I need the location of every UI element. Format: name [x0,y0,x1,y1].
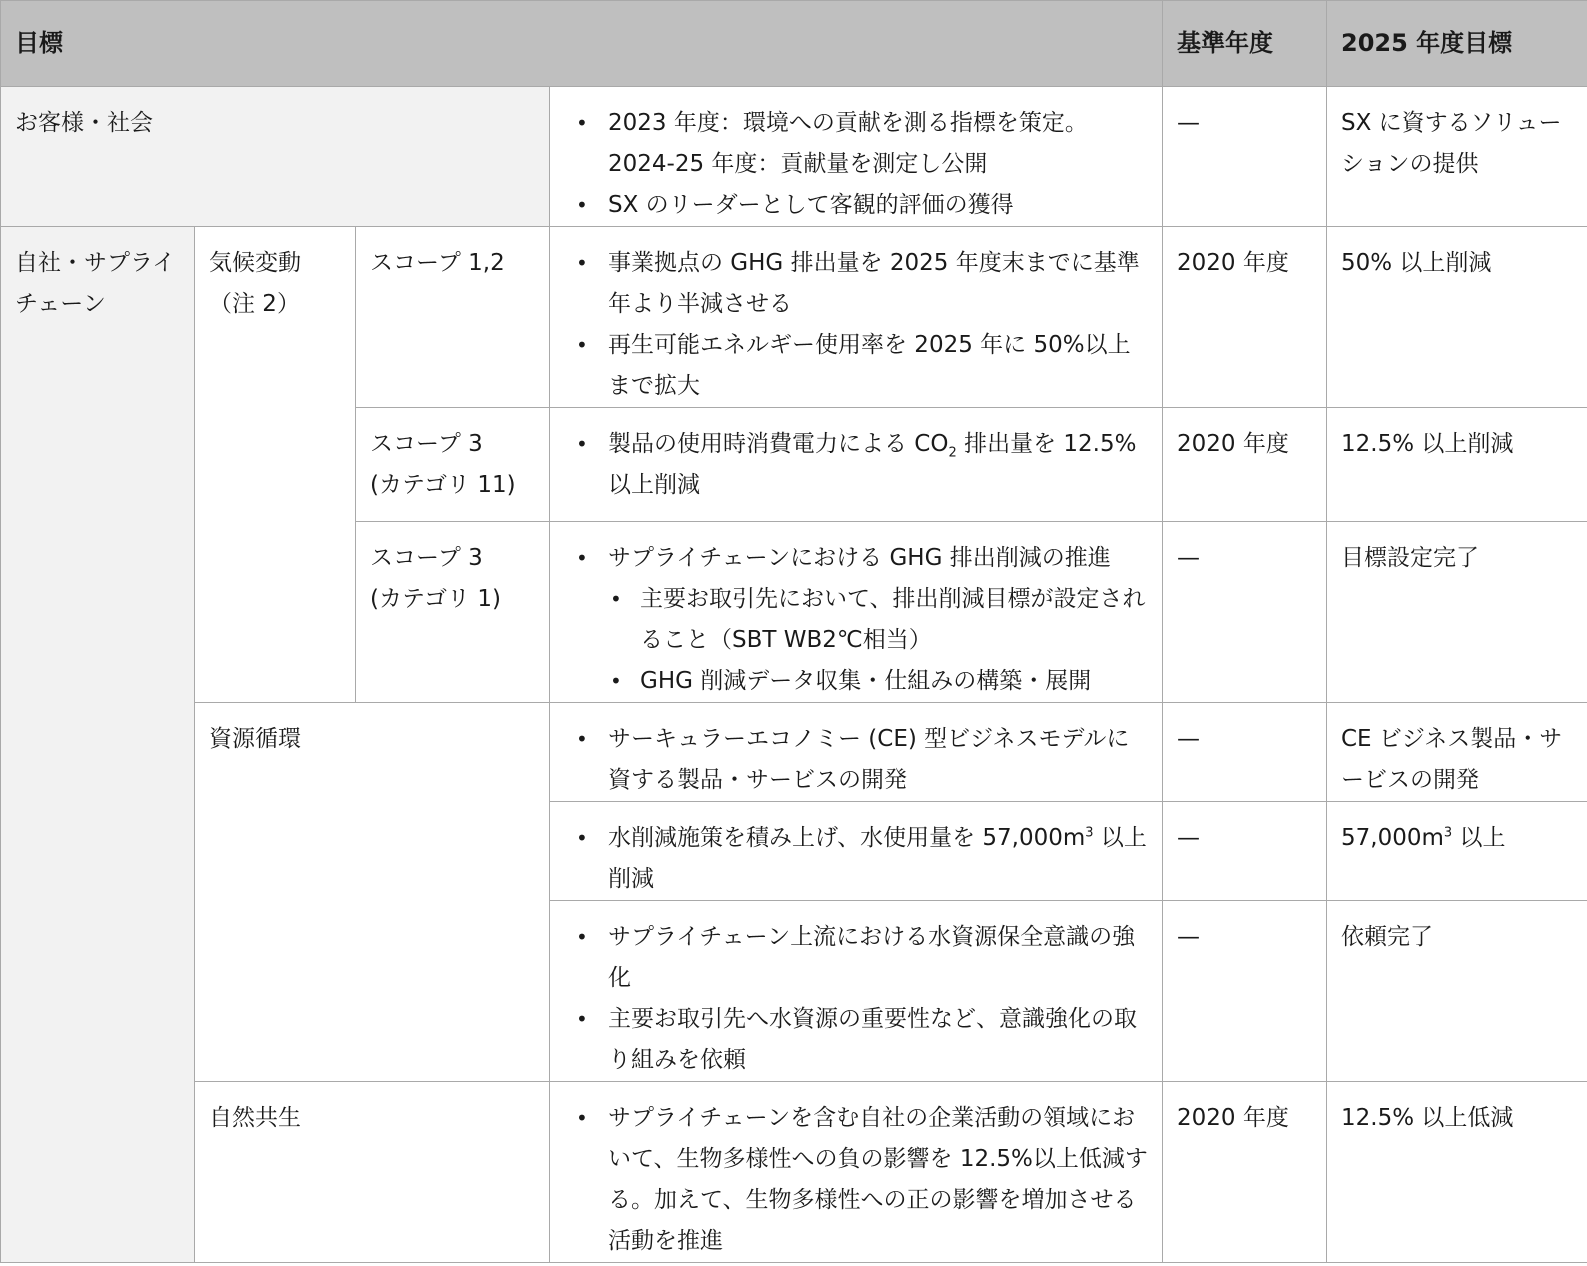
scope12-goals [550,227,1163,408]
upstream-goals [550,901,1163,1082]
scope3-1-goals [550,522,1163,703]
nature-label: 自然共生 [195,1082,550,1263]
list-item: • 主要お取引先において、排出削減目標が設定されること（SBT WB2℃相当） [640,579,1152,661]
table-row [1,1082,1587,1263]
list-item [608,818,1152,900]
upstream-base: — [1163,901,1327,1082]
list-item [608,424,1152,506]
nature-target: 12.5% 以上低減 [1327,1082,1587,1263]
scope3-11-goals [550,408,1163,522]
scope3-1-base: — [1163,522,1327,703]
bullet-list [560,538,1152,579]
text-span: 水削減施策を積み上げ、水使用量を 57,000m [608,825,1086,851]
scope3-11-base: 2020 年度 [1163,408,1327,522]
bullet-list [560,103,1152,226]
list-item: • 主要お取引先へ水資源の重要性など、意識強化の取り組みを依頼 [608,999,1152,1081]
list-item: • 2023 年度：環境への貢献を測る指標を策定。2024-25 年度：貢献量を測定し公開 [608,103,1152,185]
scope3-1-target: 目標設定完了 [1327,522,1587,703]
resource-label: 資源循環 [195,703,550,1082]
bullet-list [560,424,1152,506]
scope3-1-label [356,522,550,703]
sub-bullet-list [608,579,1152,702]
ce-base: — [1163,703,1327,802]
ce-target: CE ビジネス製品・サービスの開発 [1327,703,1587,802]
scope-label-line: スコープ 3 [370,431,483,457]
row-label-customers: お客様・社会 [1,87,550,227]
scope12-base: 2020 年度 [1163,227,1327,408]
category-label-line: (カテゴリ 1) [370,586,501,612]
bullet-list [560,719,1152,801]
list-item: • 事業拠点の GHG 排出量を 2025 年度末までに基準年より半減させる [608,243,1152,325]
scope3-11-label [356,408,550,522]
list-item: • サプライチェーン上流における水資源保全意識の強化 [608,917,1152,999]
nature-goals [550,1082,1163,1263]
text-span: 製品の使用時消費電力による CO [608,431,949,457]
nature-base: 2020 年度 [1163,1082,1327,1263]
bullet-list [560,917,1152,1081]
bullet-list [560,818,1152,900]
list-item: • サプライチェーンにおける GHG 排出削減の推進 [608,538,1152,579]
customers-goals [550,87,1163,227]
category-label-line: (カテゴリ 11) [370,472,516,498]
header-target: 2025 年度目標 [1327,1,1587,87]
subscript: 2 [948,445,957,461]
list-item: • 再生可能エネルギー使用率を 2025 年に 50%以上まで拡大 [608,325,1152,407]
ce-goals [550,703,1163,802]
table-row [1,227,1587,408]
water-target [1327,802,1587,901]
text-span: 以上削減 [608,825,1147,892]
list-item: • SX のリーダーとして客観的評価の獲得 [608,185,1152,226]
superscript: 3 [1085,825,1094,841]
text-span: 以上 [1452,825,1506,851]
scope12-label: スコープ 1,2 [356,227,550,408]
bullet-list [560,243,1152,407]
scope-label-line: スコープ 3 [370,545,483,571]
customers-base: — [1163,87,1327,227]
upstream-target: 依頼完了 [1327,901,1587,1082]
row-label-company: 自社・サプライチェーン [1,227,195,1263]
table-row [1,87,1587,227]
header-goal: 目標 [1,1,1163,87]
header-base-year: 基準年度 [1163,1,1327,87]
water-goals [550,802,1163,901]
list-item: • サーキュラーエコノミー (CE) 型ビジネスモデルに資する製品・サービスの開発 [608,719,1152,801]
customers-target: SX に資するソリューションの提供 [1327,87,1587,227]
climate-label [195,227,356,703]
water-base: — [1163,802,1327,901]
header-row [1,1,1587,87]
scope3-11-target: 12.5% 以上削減 [1327,408,1587,522]
text-span: 排出量を 12.5%以上削減 [608,431,1137,498]
scope12-target: 50% 以上削減 [1327,227,1587,408]
bullet-list [560,1098,1152,1262]
list-item: • サプライチェーンを含む自社の企業活動の領域において、生物多様性への負の影響を 12.5%以上低減する。加えて、生物多様性への正の影響を増加させる活動を推進 [608,1098,1152,1262]
text-span: 57,000m [1341,825,1444,851]
climate-note: （注 2） [209,291,300,317]
list-item: • GHG 削減データ収集・仕組みの構築・展開 [640,661,1152,702]
superscript: 3 [1443,825,1453,841]
climate-title: 気候変動 [209,250,301,276]
table-row [1,703,1587,802]
